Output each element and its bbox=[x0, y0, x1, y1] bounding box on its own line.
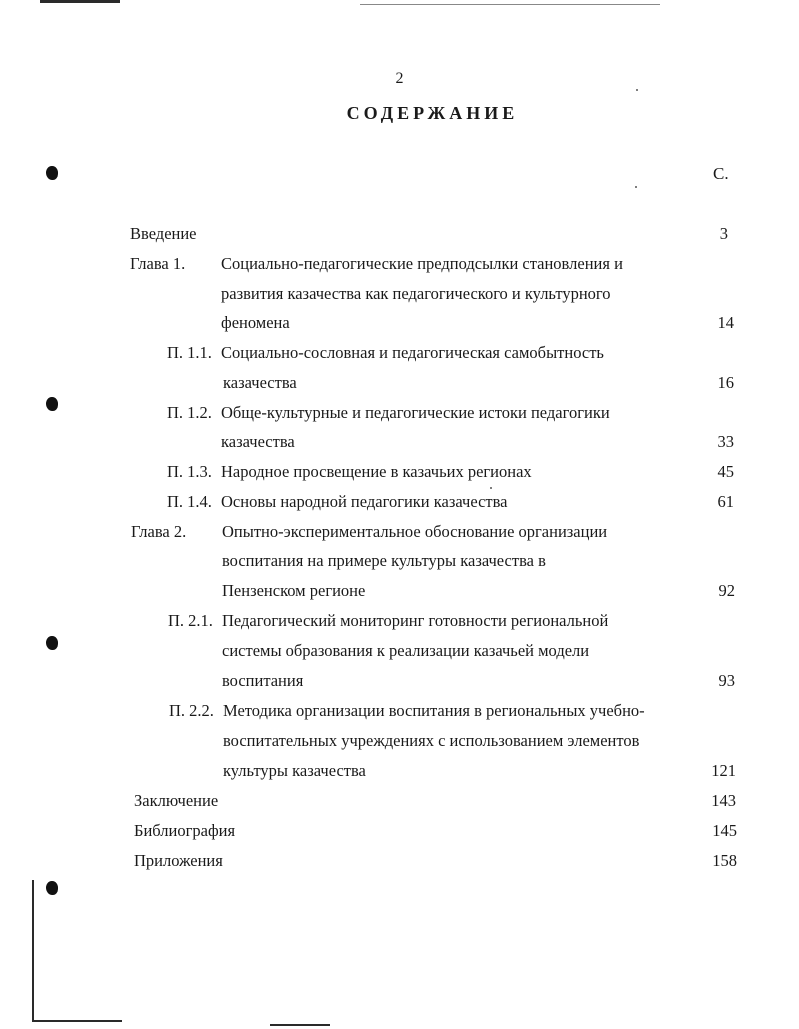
toc-entry-text: воспитательных учреждениях с использованием элементов bbox=[223, 731, 640, 750]
toc-entry-label: Заключение bbox=[134, 791, 219, 810]
toc-entry-page: 93 bbox=[718, 671, 735, 690]
toc-entry-label: Глава 2. bbox=[131, 522, 187, 541]
toc-entry-label: Введение bbox=[130, 224, 197, 243]
toc-entry-text: Социально-педагогические предподсылки становления и bbox=[221, 254, 623, 273]
scan-speck bbox=[490, 487, 492, 489]
toc-entry-page: 33 bbox=[717, 432, 734, 451]
toc-entry-text: Народное просвещение в казачьих регионах bbox=[221, 462, 532, 481]
toc-entry-text: воспитания на примере культуры казачества в bbox=[222, 551, 546, 570]
toc-entry-label: П. 2.1. bbox=[168, 611, 213, 630]
binding-hole-4 bbox=[46, 881, 58, 895]
scan-speck bbox=[636, 89, 638, 91]
toc-entry-text: Основы народной педагогики казачества bbox=[221, 492, 508, 511]
toc-entry-text: Опытно-экспериментальное обоснование организации bbox=[222, 522, 608, 541]
page-title: СОДЕРЖАНИЕ bbox=[346, 103, 519, 123]
toc-entry-page: 14 bbox=[717, 313, 734, 332]
toc-entry-page: 3 bbox=[719, 224, 728, 243]
binding-hole-3 bbox=[46, 636, 58, 650]
scan-border-left bbox=[32, 880, 34, 1020]
toc-entry-page: 145 bbox=[712, 821, 737, 840]
scan-border-bottom bbox=[32, 1020, 122, 1022]
toc-entry-page: 45 bbox=[717, 462, 734, 481]
toc-entry-page: 158 bbox=[712, 851, 737, 870]
toc-entry-text: Обще-культурные и педагогические истоки педагогики bbox=[221, 403, 610, 422]
scan-border-top-left bbox=[40, 0, 120, 3]
toc-entry-label: Библиография bbox=[134, 821, 236, 840]
toc-entry-text: воспитания bbox=[222, 671, 304, 690]
toc-entry-page: 92 bbox=[718, 581, 735, 600]
toc-entry-page: 121 bbox=[711, 761, 736, 780]
toc-entry-text: Социально-сословная и педагогическая самобытность bbox=[221, 343, 604, 362]
binding-hole-2 bbox=[46, 397, 58, 411]
toc-entry-label: Глава 1. bbox=[130, 254, 186, 273]
toc-entry-label: П. 2.2. bbox=[169, 701, 214, 720]
toc-entry-text: Педагогический мониторинг готовности региональной bbox=[222, 611, 609, 630]
scan-border-top-right bbox=[360, 4, 660, 5]
toc-entry-page: 143 bbox=[711, 791, 736, 810]
binding-hole-1 bbox=[46, 166, 58, 180]
toc-entry-text: системы образования к реализации казачьей модели bbox=[222, 641, 590, 660]
page-number: 2 bbox=[395, 70, 404, 87]
toc-entry-label: П. 1.2. bbox=[167, 403, 212, 422]
toc-entry-page: 61 bbox=[717, 492, 734, 511]
page-column-label: С. bbox=[713, 164, 729, 183]
toc-entry-text: феномена bbox=[221, 313, 290, 332]
toc-entry-text: Методика организации воспитания в региональных учебно- bbox=[223, 701, 645, 720]
scan-speck bbox=[635, 186, 637, 188]
toc-entry-label: Приложения bbox=[134, 851, 223, 870]
toc-entry-text: Пензенском регионе bbox=[222, 581, 366, 600]
toc-entry-label: П. 1.4. bbox=[167, 492, 212, 511]
toc-entry-page: 16 bbox=[717, 373, 734, 392]
toc-entry-label: П. 1.3. bbox=[167, 462, 212, 481]
toc-entry-text: культуры казачества bbox=[223, 761, 366, 780]
toc-entry-text: развития казачества как педагогического и культурного bbox=[221, 284, 611, 303]
toc-entry-label: П. 1.1. bbox=[167, 343, 212, 362]
toc-entry-text: казачества bbox=[223, 373, 297, 392]
toc-entry-text: казачества bbox=[221, 432, 295, 451]
scan-border-bottom-mid bbox=[270, 1024, 330, 1026]
